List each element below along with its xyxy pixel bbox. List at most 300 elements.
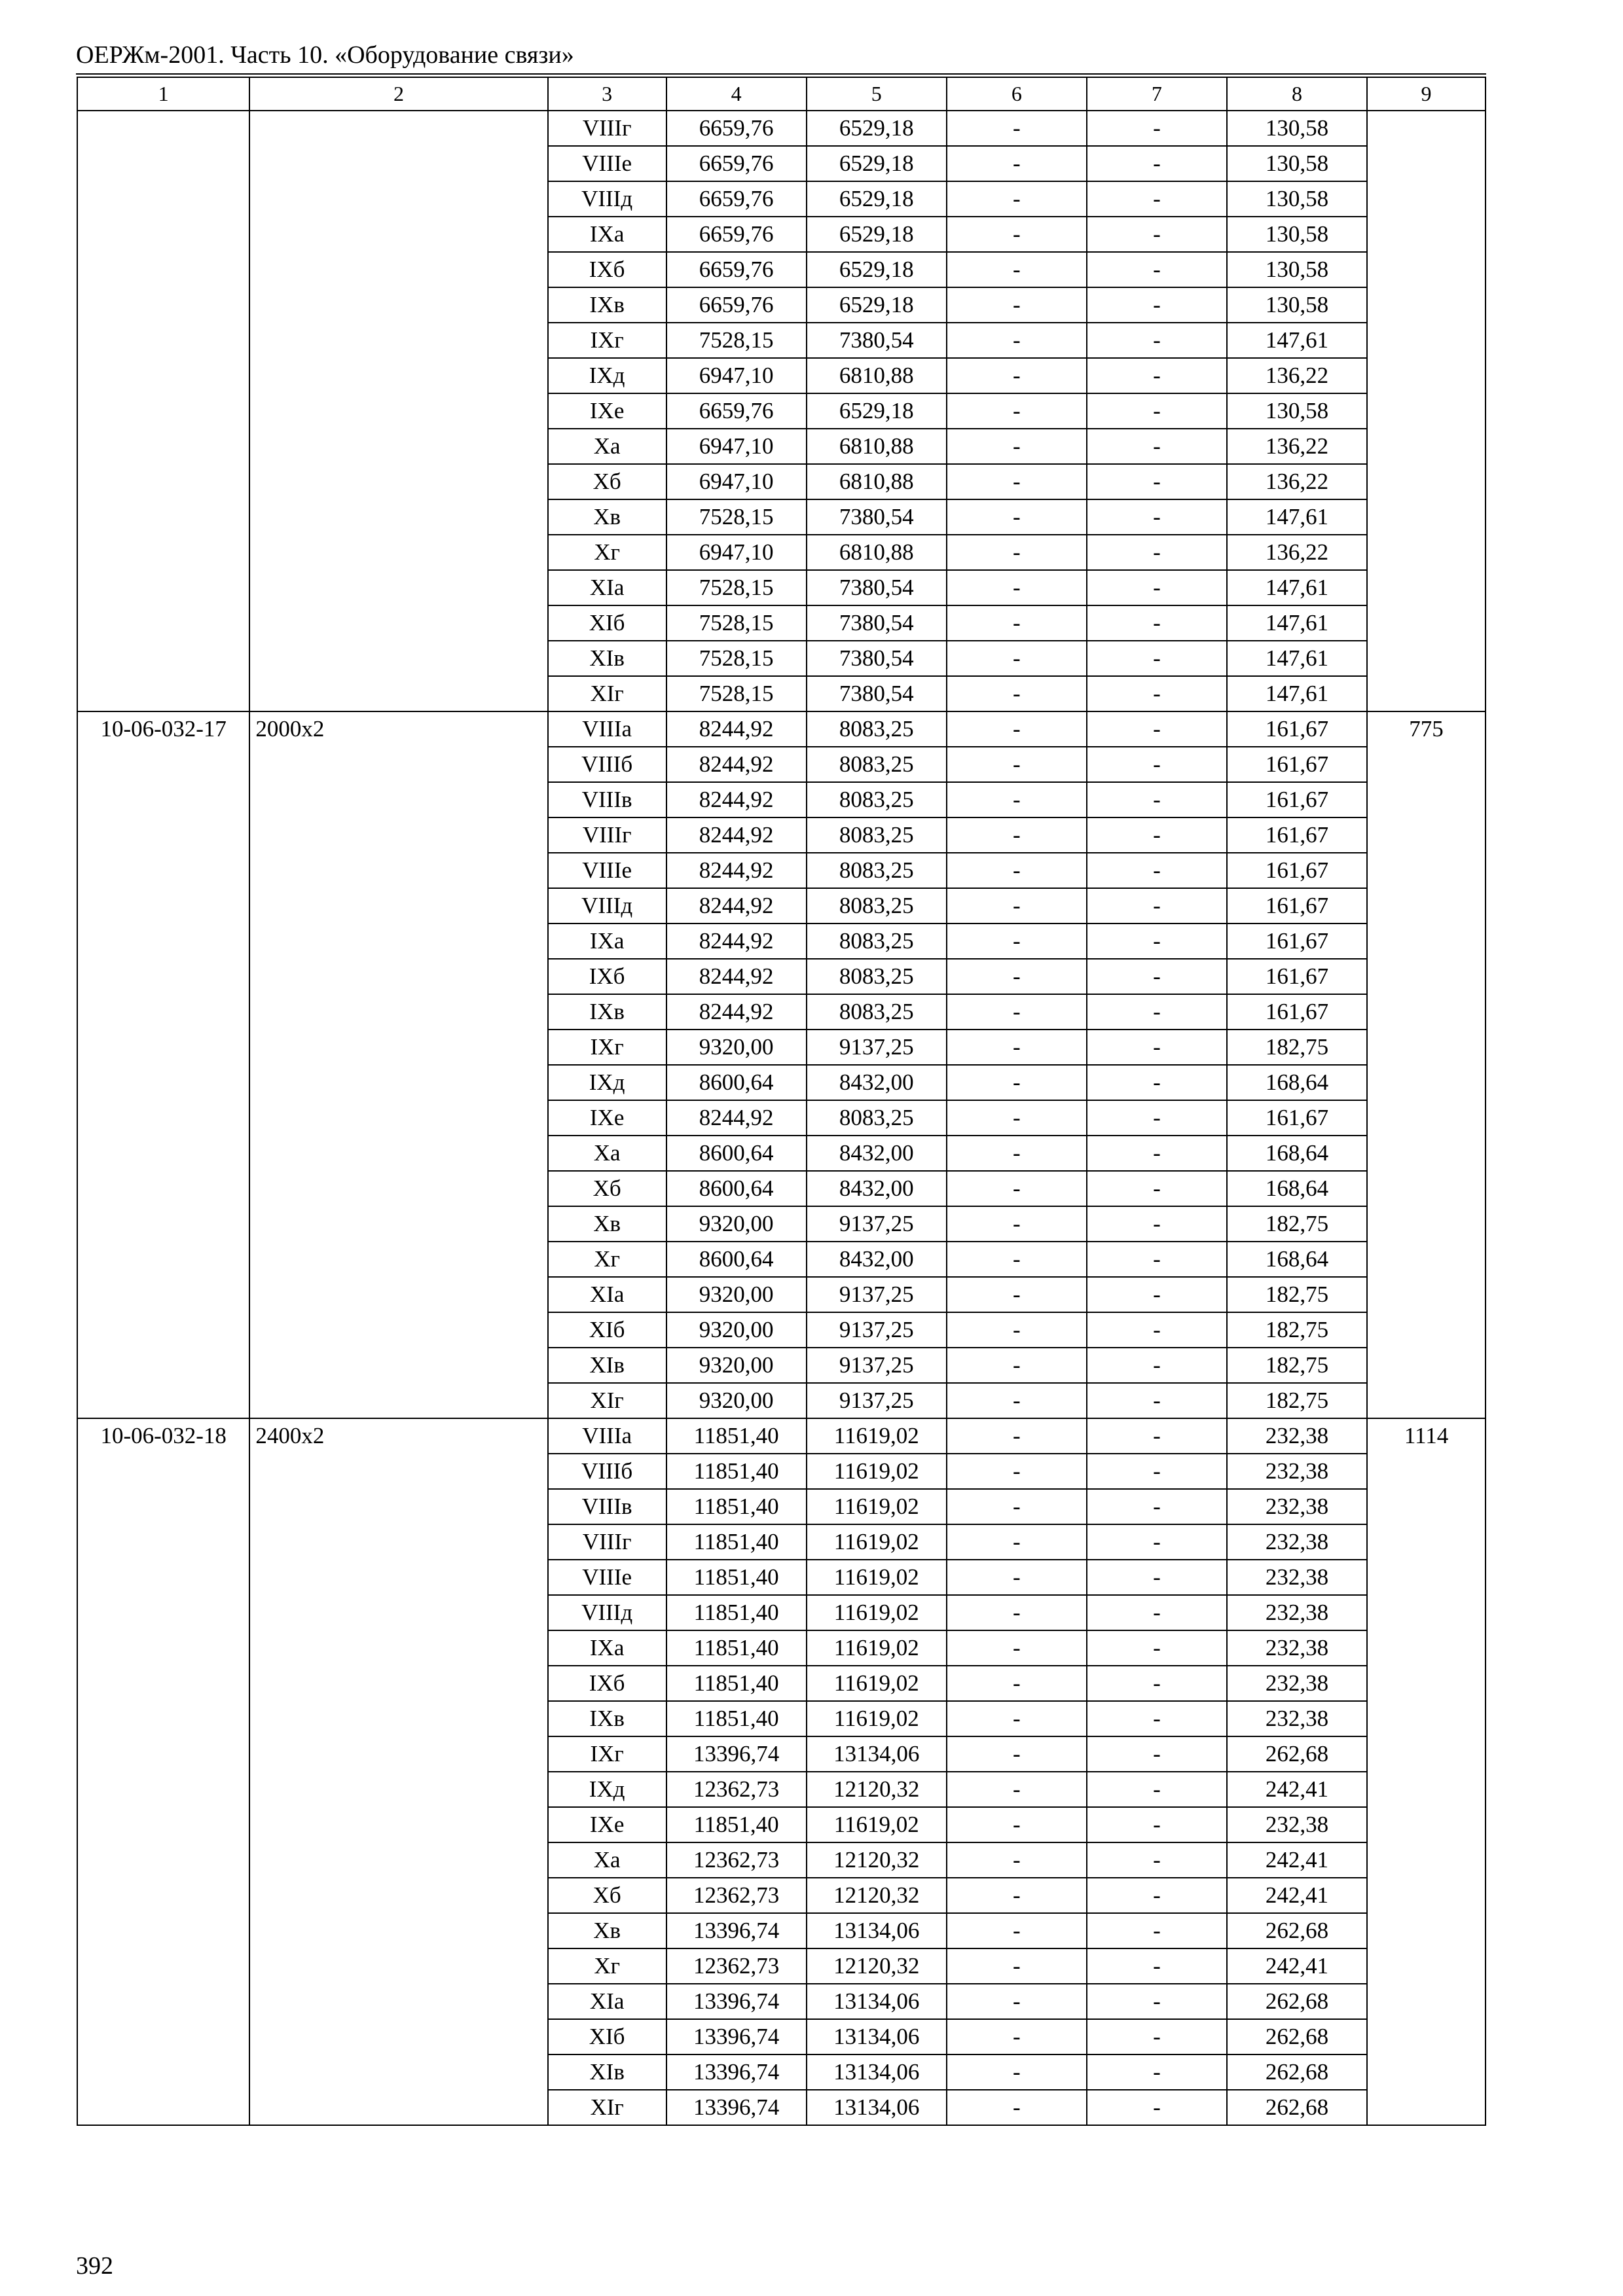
machine-cost-cell: - (947, 924, 1087, 959)
total-cost-cell: 8244,92 (666, 888, 807, 924)
total-cost-cell: 9320,00 (666, 1030, 807, 1065)
zone-cell: VIIIе (548, 1560, 666, 1595)
machine-cost-cell: - (947, 358, 1087, 393)
total-cost-cell: 11851,40 (666, 1666, 807, 1701)
total-cost-cell: 6659,76 (666, 393, 807, 429)
wages-cell: 8432,00 (807, 1136, 947, 1171)
total-cost-cell: 11851,40 (666, 1418, 807, 1454)
machinist-wages-cell: - (1087, 1948, 1227, 1984)
machine-cost-cell: - (947, 1630, 1087, 1666)
machinist-wages-cell: - (1087, 641, 1227, 676)
machine-cost-cell: - (947, 1348, 1087, 1383)
machinist-wages-cell: - (1087, 1454, 1227, 1489)
zone-cell: VIIIе (548, 853, 666, 888)
machinist-wages-cell: - (1087, 994, 1227, 1030)
machine-cost-cell: - (947, 711, 1087, 747)
machine-cost-cell: - (947, 1242, 1087, 1277)
materials-cell: 147,61 (1227, 676, 1367, 711)
zone-cell: Xв (548, 1913, 666, 1948)
total-cost-cell: 6947,10 (666, 358, 807, 393)
zone-cell: Xб (548, 1171, 666, 1206)
machinist-wages-cell: - (1087, 1666, 1227, 1701)
zone-cell: VIIIв (548, 1489, 666, 1524)
wages-cell: 11619,02 (807, 1454, 947, 1489)
column-number: 7 (1087, 77, 1227, 111)
total-cost-cell: 6659,76 (666, 146, 807, 181)
machinist-wages-cell: - (1087, 1348, 1227, 1383)
materials-cell: 147,61 (1227, 499, 1367, 535)
wages-cell: 11619,02 (807, 1595, 947, 1630)
machinist-wages-cell: - (1087, 464, 1227, 499)
total-cost-cell: 11851,40 (666, 1524, 807, 1560)
machine-cost-cell: - (947, 1736, 1087, 1772)
machine-cost-cell: - (947, 1206, 1087, 1242)
total-cost-cell: 8244,92 (666, 994, 807, 1030)
wages-cell: 8083,25 (807, 853, 947, 888)
item-code: 10-06-032-17 (77, 711, 249, 1418)
zone-cell: Xа (548, 429, 666, 464)
machinist-wages-cell: - (1087, 1206, 1227, 1242)
zone-cell: Xб (548, 1878, 666, 1913)
wages-cell: 8432,00 (807, 1242, 947, 1277)
total-cost-cell: 12362,73 (666, 1772, 807, 1807)
machinist-wages-cell: - (1087, 1630, 1227, 1666)
machine-cost-cell: - (947, 1277, 1087, 1312)
wages-cell: 12120,32 (807, 1772, 947, 1807)
machine-cost-cell: - (947, 1948, 1087, 1984)
materials-cell: 232,38 (1227, 1630, 1367, 1666)
machinist-wages-cell: - (1087, 924, 1227, 959)
zone-cell: Xа (548, 1842, 666, 1878)
machinist-wages-cell: - (1087, 323, 1227, 358)
materials-cell: 232,38 (1227, 1807, 1367, 1842)
machinist-wages-cell: - (1087, 1701, 1227, 1736)
wages-cell: 8432,00 (807, 1065, 947, 1100)
zone-cell: IXб (548, 252, 666, 287)
machine-cost-cell: - (947, 2019, 1087, 2054)
total-cost-cell: 8600,64 (666, 1136, 807, 1171)
materials-cell: 232,38 (1227, 1560, 1367, 1595)
zone-cell: IXе (548, 1807, 666, 1842)
machine-cost-cell: - (947, 323, 1087, 358)
machinist-wages-cell: - (1087, 1913, 1227, 1948)
materials-cell: 262,68 (1227, 1736, 1367, 1772)
machinist-wages-cell: - (1087, 1100, 1227, 1136)
wages-cell: 7380,54 (807, 676, 947, 711)
machinist-wages-cell: - (1087, 1878, 1227, 1913)
total-cost-cell: 13396,74 (666, 2054, 807, 2090)
zone-cell: VIIIб (548, 747, 666, 782)
machinist-wages-cell: - (1087, 853, 1227, 888)
total-cost-cell: 7528,15 (666, 676, 807, 711)
wages-cell: 11619,02 (807, 1524, 947, 1560)
machinist-wages-cell: - (1087, 570, 1227, 605)
total-cost-cell: 8244,92 (666, 747, 807, 782)
zone-cell: Xг (548, 1242, 666, 1277)
wages-cell: 9137,25 (807, 1312, 947, 1348)
materials-cell: 242,41 (1227, 1842, 1367, 1878)
machine-cost-cell: - (947, 499, 1087, 535)
machine-cost-cell: - (947, 853, 1087, 888)
machine-cost-cell: - (947, 1312, 1087, 1348)
machine-cost-cell: - (947, 641, 1087, 676)
materials-cell: 136,22 (1227, 535, 1367, 570)
machine-cost-cell: - (947, 429, 1087, 464)
wages-cell: 13134,06 (807, 2054, 947, 2090)
wages-cell: 11619,02 (807, 1807, 947, 1842)
machinist-wages-cell: - (1087, 2090, 1227, 2125)
materials-cell: 161,67 (1227, 924, 1367, 959)
total-cost-cell: 8244,92 (666, 711, 807, 747)
machine-cost-cell: - (947, 782, 1087, 817)
machinist-wages-cell: - (1087, 1030, 1227, 1065)
total-cost-cell: 13396,74 (666, 1984, 807, 2019)
materials-cell: 182,75 (1227, 1030, 1367, 1065)
machinist-wages-cell: - (1087, 393, 1227, 429)
zone-cell: XIа (548, 1984, 666, 2019)
machinist-wages-cell: - (1087, 1736, 1227, 1772)
materials-cell: 161,67 (1227, 994, 1367, 1030)
machinist-wages-cell: - (1087, 2054, 1227, 2090)
machinist-wages-cell: - (1087, 2019, 1227, 2054)
materials-cell: 168,64 (1227, 1171, 1367, 1206)
wages-cell: 6810,88 (807, 535, 947, 570)
total-cost-cell: 7528,15 (666, 605, 807, 641)
machinist-wages-cell: - (1087, 1418, 1227, 1454)
machine-cost-cell: - (947, 2090, 1087, 2125)
machine-cost-cell: - (947, 181, 1087, 217)
machinist-wages-cell: - (1087, 1136, 1227, 1171)
zone-cell: VIIIа (548, 1418, 666, 1454)
machine-cost-cell: - (947, 1701, 1087, 1736)
wages-cell: 7380,54 (807, 323, 947, 358)
zone-cell: XIв (548, 2054, 666, 2090)
materials-cell: 161,67 (1227, 1100, 1367, 1136)
table-body (77, 111, 1486, 2125)
zone-cell: VIIIд (548, 1595, 666, 1630)
wages-cell: 8083,25 (807, 817, 947, 853)
machinist-wages-cell: - (1087, 1383, 1227, 1418)
machine-cost-cell: - (947, 252, 1087, 287)
materials-cell: 136,22 (1227, 358, 1367, 393)
machine-cost-cell: - (947, 287, 1087, 323)
machine-cost-cell: - (947, 1878, 1087, 1913)
machine-cost-cell: - (947, 817, 1087, 853)
zone-cell: VIIIд (548, 181, 666, 217)
wages-cell: 7380,54 (807, 570, 947, 605)
item-code (77, 111, 249, 711)
total-cost-cell: 11851,40 (666, 1595, 807, 1630)
machine-cost-cell: - (947, 146, 1087, 181)
zone-cell: IXв (548, 994, 666, 1030)
wages-cell: 11619,02 (807, 1560, 947, 1595)
item-size: 2400x2 (249, 1418, 547, 2125)
total-cost-cell: 13396,74 (666, 1913, 807, 1948)
total-cost-cell: 11851,40 (666, 1701, 807, 1736)
page-header: ОЕРЖм-2001. Часть 10. «Оборудование связи» (76, 41, 574, 69)
item-size: 2000x2 (249, 711, 547, 1418)
total-cost-cell: 13396,74 (666, 2019, 807, 2054)
machine-cost-cell: - (947, 393, 1087, 429)
materials-cell: 136,22 (1227, 429, 1367, 464)
total-cost-cell: 7528,15 (666, 570, 807, 605)
machinist-wages-cell: - (1087, 676, 1227, 711)
zone-cell: IXд (548, 358, 666, 393)
materials-cell: 161,67 (1227, 959, 1367, 994)
materials-cell: 161,67 (1227, 782, 1367, 817)
total-cost-cell: 6947,10 (666, 429, 807, 464)
materials-cell: 147,61 (1227, 570, 1367, 605)
machine-cost-cell: - (947, 1418, 1087, 1454)
item-code: 10-06-032-18 (77, 1418, 249, 2125)
materials-cell: 130,58 (1227, 217, 1367, 252)
machine-cost-cell: - (947, 2054, 1087, 2090)
zone-cell: IXв (548, 1701, 666, 1736)
zone-cell: IXг (548, 1030, 666, 1065)
zone-cell: XIб (548, 1312, 666, 1348)
materials-cell: 182,75 (1227, 1206, 1367, 1242)
column-number: 2 (249, 77, 547, 111)
total-cost-cell: 11851,40 (666, 1454, 807, 1489)
machine-cost-cell: - (947, 1666, 1087, 1701)
machinist-wages-cell: - (1087, 747, 1227, 782)
zone-cell: IXв (548, 287, 666, 323)
materials-cell: 262,68 (1227, 1913, 1367, 1948)
machine-cost-cell: - (947, 1807, 1087, 1842)
machine-cost-cell: - (947, 605, 1087, 641)
total-cost-cell: 6659,76 (666, 252, 807, 287)
machinist-wages-cell: - (1087, 1065, 1227, 1100)
machinist-wages-cell: - (1087, 287, 1227, 323)
total-cost-cell: 6659,76 (666, 181, 807, 217)
wages-cell: 12120,32 (807, 1878, 947, 1913)
machine-cost-cell: - (947, 1100, 1087, 1136)
zone-cell: VIIIе (548, 146, 666, 181)
zone-cell: XIа (548, 1277, 666, 1312)
total-cost-cell: 11851,40 (666, 1807, 807, 1842)
materials-cell: 147,61 (1227, 605, 1367, 641)
materials-cell: 130,58 (1227, 393, 1367, 429)
total-cost-cell: 6947,10 (666, 535, 807, 570)
materials-cell: 232,38 (1227, 1524, 1367, 1560)
materials-cell: 182,75 (1227, 1383, 1367, 1418)
table-row (77, 1418, 1486, 1454)
wages-cell: 11619,02 (807, 1630, 947, 1666)
wages-cell: 8083,25 (807, 1100, 947, 1136)
total-cost-cell: 11851,40 (666, 1630, 807, 1666)
zone-cell: IXа (548, 1630, 666, 1666)
machine-cost-cell: - (947, 1560, 1087, 1595)
zone-cell: IXг (548, 323, 666, 358)
column-number: 4 (666, 77, 807, 111)
total-cost-cell: 6659,76 (666, 287, 807, 323)
total-cost-cell: 13396,74 (666, 2090, 807, 2125)
machine-cost-cell: - (947, 1136, 1087, 1171)
materials-cell: 130,58 (1227, 252, 1367, 287)
materials-cell: 242,41 (1227, 1878, 1367, 1913)
wages-cell: 9137,25 (807, 1383, 947, 1418)
machine-cost-cell: - (947, 464, 1087, 499)
machine-cost-cell: - (947, 747, 1087, 782)
machinist-wages-cell: - (1087, 217, 1227, 252)
zone-cell: IXе (548, 1100, 666, 1136)
materials-cell: 130,58 (1227, 287, 1367, 323)
table-row (77, 711, 1486, 747)
wages-cell: 11619,02 (807, 1666, 947, 1701)
materials-cell: 161,67 (1227, 747, 1367, 782)
total-cost-cell: 6947,10 (666, 464, 807, 499)
machine-cost-cell: - (947, 1984, 1087, 2019)
zone-cell: Xг (548, 1948, 666, 1984)
column-number: 9 (1367, 77, 1486, 111)
wages-cell: 13134,06 (807, 1984, 947, 2019)
column-number: 5 (807, 77, 947, 111)
wages-cell: 13134,06 (807, 2090, 947, 2125)
machinist-wages-cell: - (1087, 817, 1227, 853)
column-number: 1 (77, 77, 249, 111)
machinist-wages-cell: - (1087, 252, 1227, 287)
machine-cost-cell: - (947, 1171, 1087, 1206)
zone-cell: IXд (548, 1065, 666, 1100)
total-cost-cell: 7528,15 (666, 641, 807, 676)
wages-cell: 9137,25 (807, 1206, 947, 1242)
total-cost-cell: 12362,73 (666, 1842, 807, 1878)
machine-cost-cell: - (947, 1913, 1087, 1948)
machinist-wages-cell: - (1087, 146, 1227, 181)
machine-cost-cell: - (947, 994, 1087, 1030)
rates-table (77, 77, 1486, 2126)
column-number: 3 (548, 77, 666, 111)
materials-cell: 147,61 (1227, 323, 1367, 358)
total-cost-cell: 13396,74 (666, 1736, 807, 1772)
machine-cost-cell: - (947, 535, 1087, 570)
materials-cell: 161,67 (1227, 817, 1367, 853)
wages-cell: 13134,06 (807, 1736, 947, 1772)
machinist-wages-cell: - (1087, 888, 1227, 924)
zone-cell: Xа (548, 1136, 666, 1171)
machinist-wages-cell: - (1087, 711, 1227, 747)
machine-cost-cell: - (947, 217, 1087, 252)
total-cost-cell: 7528,15 (666, 499, 807, 535)
machine-cost-cell: - (947, 1524, 1087, 1560)
machine-cost-cell: - (947, 1065, 1087, 1100)
wages-cell: 13134,06 (807, 1913, 947, 1948)
wages-cell: 8083,25 (807, 994, 947, 1030)
machinist-wages-cell: - (1087, 1242, 1227, 1277)
zone-cell: Xв (548, 1206, 666, 1242)
wages-cell: 6810,88 (807, 429, 947, 464)
table-row (77, 111, 1486, 146)
wages-cell: 11619,02 (807, 1701, 947, 1736)
column-number: 8 (1227, 77, 1367, 111)
total-cost-cell: 9320,00 (666, 1277, 807, 1312)
materials-cell: 182,75 (1227, 1348, 1367, 1383)
total-cost-cell: 9320,00 (666, 1312, 807, 1348)
wages-cell: 6529,18 (807, 146, 947, 181)
machinist-wages-cell: - (1087, 499, 1227, 535)
machinist-wages-cell: - (1087, 1772, 1227, 1807)
wages-cell: 8432,00 (807, 1171, 947, 1206)
machine-cost-cell: - (947, 1454, 1087, 1489)
zone-cell: VIIIг (548, 817, 666, 853)
machine-cost-cell: - (947, 1383, 1087, 1418)
wages-cell: 6810,88 (807, 358, 947, 393)
machinist-wages-cell: - (1087, 1489, 1227, 1524)
machine-cost-cell: - (947, 1772, 1087, 1807)
total-cost-cell: 9320,00 (666, 1383, 807, 1418)
materials-cell: 182,75 (1227, 1277, 1367, 1312)
machinist-wages-cell: - (1087, 1595, 1227, 1630)
zone-cell: IXа (548, 924, 666, 959)
machine-cost-cell: - (947, 1030, 1087, 1065)
machine-cost-cell: - (947, 888, 1087, 924)
zone-cell: Xг (548, 535, 666, 570)
wages-cell: 6529,18 (807, 393, 947, 429)
total-cost-cell: 9320,00 (666, 1348, 807, 1383)
machine-cost-cell: - (947, 1842, 1087, 1878)
machine-cost-cell: - (947, 111, 1087, 146)
wages-cell: 7380,54 (807, 605, 947, 641)
materials-cell: 168,64 (1227, 1136, 1367, 1171)
item-size (249, 111, 547, 711)
zone-cell: IXд (548, 1772, 666, 1807)
materials-cell: 232,38 (1227, 1454, 1367, 1489)
wages-cell: 7380,54 (807, 499, 947, 535)
materials-cell: 130,58 (1227, 111, 1367, 146)
materials-cell: 182,75 (1227, 1312, 1367, 1348)
zone-cell: VIIIг (548, 1524, 666, 1560)
machinist-wages-cell: - (1087, 1842, 1227, 1878)
materials-cell: 242,41 (1227, 1948, 1367, 1984)
materials-cell: 130,58 (1227, 181, 1367, 217)
materials-cell: 262,68 (1227, 1984, 1367, 2019)
total-cost-cell: 8244,92 (666, 853, 807, 888)
wages-cell: 11619,02 (807, 1418, 947, 1454)
zone-cell: XIа (548, 570, 666, 605)
machinist-wages-cell: - (1087, 959, 1227, 994)
zone-cell: XIг (548, 2090, 666, 2125)
total-cost-cell: 12362,73 (666, 1878, 807, 1913)
zone-cell: IXа (548, 217, 666, 252)
wages-cell: 9137,25 (807, 1348, 947, 1383)
total-cost-cell: 8244,92 (666, 782, 807, 817)
zone-cell: VIIIг (548, 111, 666, 146)
zone-cell: VIIIв (548, 782, 666, 817)
machinist-wages-cell: - (1087, 1984, 1227, 2019)
wages-cell: 9137,25 (807, 1030, 947, 1065)
total-cost-cell: 8600,64 (666, 1065, 807, 1100)
total-cost-cell: 6659,76 (666, 111, 807, 146)
total-cost-cell: 12362,73 (666, 1948, 807, 1984)
wages-cell: 6529,18 (807, 111, 947, 146)
total-cost-cell: 7528,15 (666, 323, 807, 358)
wages-cell: 12120,32 (807, 1948, 947, 1984)
labor-cost-cell (1367, 111, 1486, 711)
materials-cell: 232,38 (1227, 1418, 1367, 1454)
machinist-wages-cell: - (1087, 535, 1227, 570)
zone-cell: VIIIд (548, 888, 666, 924)
zone-cell: VIIIб (548, 1454, 666, 1489)
machinist-wages-cell: - (1087, 111, 1227, 146)
wages-cell: 6529,18 (807, 252, 947, 287)
wages-cell: 8083,25 (807, 888, 947, 924)
materials-cell: 262,68 (1227, 2054, 1367, 2090)
materials-cell: 232,38 (1227, 1595, 1367, 1630)
machinist-wages-cell: - (1087, 605, 1227, 641)
machine-cost-cell: - (947, 1489, 1087, 1524)
materials-cell: 168,64 (1227, 1065, 1367, 1100)
materials-cell: 161,67 (1227, 888, 1367, 924)
